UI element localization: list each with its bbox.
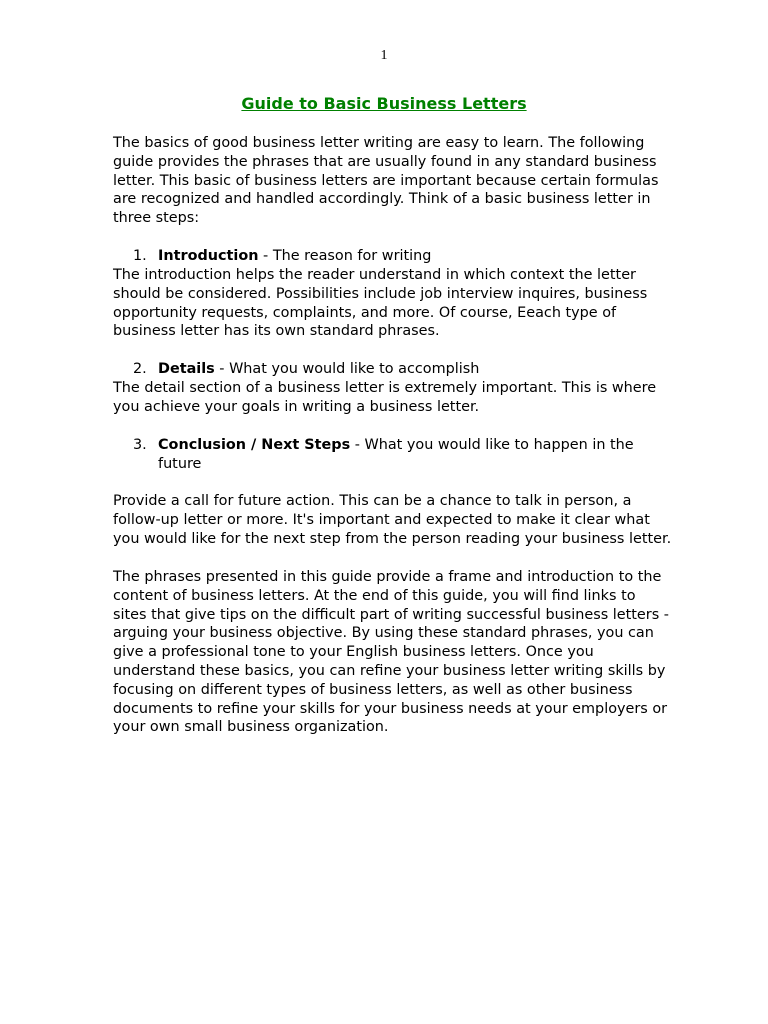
conclusion-paragraph: Provide a call for future action. This can be a chance to talk in person, a follow-up letter or more. It's important and expected to make it clear what you would like for the next step from the person reading your business letter.	[113, 493, 672, 547]
list-description: - What you would like to accomplish	[214, 361, 480, 377]
intro-paragraph: The basics of good business letter writing are easy to learn. The following guide provides the phrases that are usually found in any standard business letter. This basic of business letters are important because certain formulas are recognized and handled accordingly. Think of a basic business letter in three steps:	[113, 135, 659, 227]
list-number: 3.	[133, 437, 147, 453]
list-description: - What you would like to happen in the future	[158, 437, 634, 472]
list-number: 1.	[133, 248, 147, 264]
closing-paragraph: The phrases presented in this guide provide a frame and introduction to the content of business letters. At the end of this guide, you will find links to sites that give tips on the difficult part of writing successful business letters - arguing your business objective. By using these standard phrases, you can give a professional tone to your English business letters. Once you understand these basics, you can refine your business letter writing skills by focusing on different types of business letters, as well as other business documents to refine your skills for your business needs at your employers or your own small business organization.	[113, 569, 669, 736]
document-title: Guide to Basic Business Letters	[241, 94, 527, 113]
list-description: - The reason for writing	[258, 248, 432, 264]
list-item-details	[133, 360, 653, 379]
list-content	[158, 247, 653, 266]
list-item-introduction	[133, 247, 653, 266]
list-term: Details	[158, 361, 215, 377]
list-term: Introduction	[158, 248, 259, 264]
page-number: 1	[380, 48, 388, 63]
list-content	[158, 360, 653, 379]
list-item-conclusion	[133, 436, 653, 474]
list-content	[158, 436, 653, 474]
list-term: Conclusion / Next Steps	[158, 437, 351, 453]
list-number: 2.	[133, 361, 147, 377]
introduction-paragraph: The introduction helps the reader understand in which context the letter should be considered. Possibilities include job interview inquires, business opportunity requests, complaints, and more. Of course, Eeach type of business letter has its own standard phrases.	[113, 267, 648, 340]
details-paragraph: The detail section of a business letter is extremely important. This is where you achieve your goals in writing a business letter.	[113, 380, 657, 415]
